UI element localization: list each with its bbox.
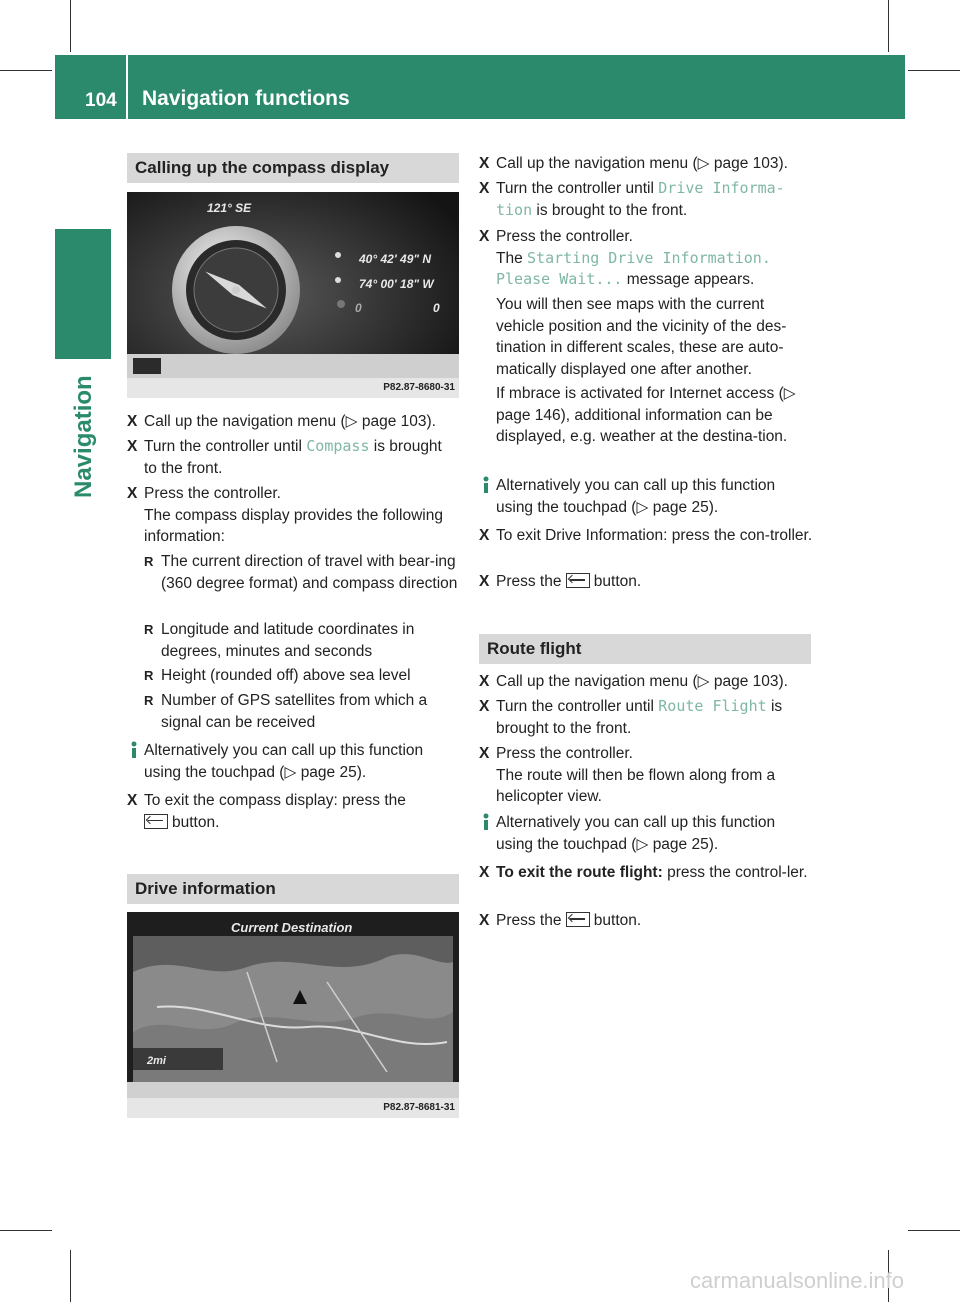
crop-mark bbox=[0, 70, 52, 71]
info-icon bbox=[479, 813, 493, 830]
crop-mark bbox=[70, 1250, 71, 1302]
paragraph: If mbrace is activated for Internet access (▷ page 146), additional information can be displayed, e.g. weather at the destina-tion. bbox=[496, 385, 796, 445]
side-tab bbox=[55, 229, 111, 359]
map-title: Current Destination bbox=[231, 920, 353, 935]
figure-code: P82.87-8681-31 bbox=[127, 1098, 459, 1118]
drive-figure bbox=[127, 912, 459, 1118]
list-item: X To exit the compass display: press the button. bbox=[127, 792, 406, 831]
chapter-title: Navigation functions bbox=[142, 87, 350, 110]
compass-direction: 121° SE bbox=[207, 201, 252, 215]
watermark: carmanualsonline.info bbox=[690, 1268, 905, 1293]
bullet-item: R Number of GPS satellites from which a signal can be received bbox=[144, 692, 428, 731]
page-number: 104 bbox=[85, 90, 117, 111]
list-item: X Call up the navigation menu (▷ page 103). bbox=[127, 413, 436, 430]
list-item: X Press the controller. The compass display provides the following information: bbox=[127, 485, 443, 545]
crop-mark bbox=[908, 1230, 960, 1231]
list-item: X To exit the route flight: press the control-ler. bbox=[479, 864, 808, 881]
side-tab-label: Navigation bbox=[70, 375, 97, 498]
info-icon bbox=[479, 476, 493, 493]
figure-code: P82.87-8680-31 bbox=[127, 378, 459, 398]
paragraph: You will then see maps with the current vehicle position and the vicinity of the des-tination in different scales, these are auto-matically displayed one after another. bbox=[496, 296, 787, 378]
compass-height: 0 bbox=[433, 301, 440, 315]
list-item: X Turn the controller until Compass is brought to the front. bbox=[127, 437, 442, 477]
info-note: Alternatively you can call up this function using the touchpad (▷ page 25). bbox=[479, 475, 813, 518]
list-item: X Call up the navigation menu (▷ page 103). bbox=[479, 155, 788, 172]
compass-satellites: 0 bbox=[355, 301, 362, 315]
back-button-icon bbox=[566, 573, 590, 588]
list-item: X Press the button. bbox=[479, 573, 642, 590]
back-button-icon bbox=[144, 814, 168, 829]
bullet-item: R Longitude and latitude coordinates in degrees, minutes and seconds bbox=[144, 621, 415, 660]
crop-mark bbox=[888, 0, 889, 52]
section-heading-route: Route flight bbox=[479, 634, 811, 664]
list-item: X Turn the controller until Route Flight is brought to the front. bbox=[479, 697, 783, 737]
bullet-item: R Height (rounded off) above sea level bbox=[144, 667, 411, 684]
crop-mark bbox=[908, 70, 960, 71]
crop-mark bbox=[0, 1230, 52, 1231]
list-item: X Turn the controller until Drive Informa-tion is brought to the front. bbox=[479, 179, 785, 219]
compass-figure bbox=[127, 192, 459, 398]
section-heading-compass: Calling up the compass display bbox=[127, 153, 459, 183]
back-button-icon bbox=[566, 912, 590, 927]
list-item: X Press the controller. The route will then be flown along from a helicopter view. bbox=[479, 745, 776, 805]
header-divider bbox=[126, 55, 128, 119]
info-note: Alternatively you can call up this function using the touchpad (▷ page 25). bbox=[479, 812, 813, 855]
section-heading-drive: Drive information bbox=[127, 874, 459, 904]
bullet-item: R The current direction of travel with bear-ing (360 degree format) and compass direction bbox=[144, 553, 458, 592]
list-item: X Press the button. bbox=[479, 912, 642, 929]
map-scale: 2mi bbox=[147, 1055, 166, 1067]
list-item: X Press the controller. The Starting Drive Information. Please Wait... message appears. bbox=[479, 228, 771, 288]
list-item: X To exit Drive Information: press the con-troller. bbox=[479, 527, 813, 544]
info-note: Alternatively you can call up this function using the touchpad (▷ page 25). bbox=[127, 740, 459, 783]
map-illustration bbox=[127, 912, 459, 1118]
info-icon bbox=[127, 741, 141, 758]
page-header bbox=[55, 55, 905, 119]
compass-longitude: 74° 00' 18" W bbox=[359, 277, 434, 291]
crop-mark bbox=[70, 0, 71, 52]
list-item: X Call up the navigation menu (▷ page 103). bbox=[479, 673, 788, 690]
compass-latitude: 40° 42' 49" N bbox=[359, 252, 432, 266]
